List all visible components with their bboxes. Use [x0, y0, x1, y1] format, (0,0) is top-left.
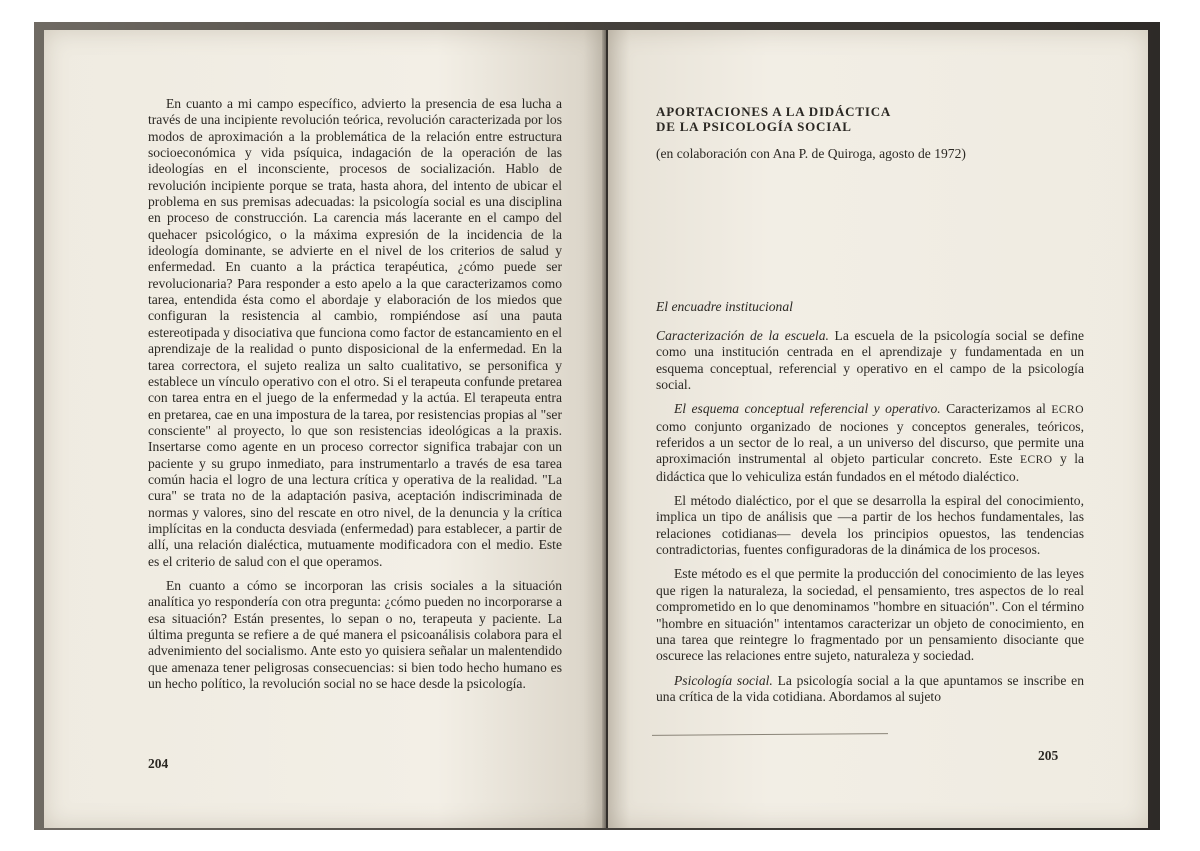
paragraph-text: como conjunto organizado de nociones y conceptos generales, teóricos, referidos a un sector de lo real, a un universo del discurso, que permite una aproximación instrumental al objeto particular concreto. Este [656, 418, 1084, 467]
paragraph-text: La psicología social a la que apuntamos se inscribe en una crítica de la vida cotidiana. Abordamos al sujeto [656, 672, 1084, 704]
paragraph: En cuanto a mi campo específico, advierto la presencia de esa lucha a través de una incipiente revolución teórica, revolución caracterizada por los modos de aproximación a la problemática de la relación entre estructura socioeconómica y vida psíquica, indagación de la operación de las ideologías en el inconsciente, procesos de socialización. Hablo de revolución incipiente porque se trata, hasta ahora, del intento de ubicar el problema en sus premisas adecuadas: la psicología social es una disciplina en proceso de construcción. La carencia más lacerante en el campo del quehacer psicológico, o la máxima expresión de la incidencia de la ideología dominante, se advierte en el nivel de los criterios de salud y enfermedad. En cuanto a la práctica terapéutica, ¿cómo puede ser revolucionaria? Para responder a esto apelo a la que caracterizamos como tarea, entendida ésta como el abordaje y elaboración de los miedos que configuran la resistencia al cambio, rompiéndose así una pauta estereotipada y disociativa que funciona como factor de estancamiento en el aprendizaje de la realidad o punto disposicional de la enfermedad. En la tarea correctora, el sujeto realiza un salto cualitativo, se personifica y establece un vínculo operativo con el otro. Si el terapeuta confunde pretarea con tarea entra en el juego de la enfermedad y la actúa. El terapeuta entra en pretarea, cae en una impostura de la tarea, por resistencias propias al "ser consciente" al proyecto, lo que son resistencias ideológicas a la praxis. Insertarse como agente en un proceso corrector significa trabajar con un paciente y su grupo inmediato, para instrumentarlo a través de esa tarea común hacia el logro de una lectura crítica y operativa de la realidad. "La cura" se trata no de la adaptación pasiva, aceptación indiscriminada de normas y valores, sino del rescate en otro nivel, de la denuncia y la crítica implícitas en la conducta desviada (enfermedad) para establecer, a partir de allí, una relación dialéctica, mutuamente modificadora con el medio. Este es el criterio de salud con el que operamos. [148, 96, 562, 569]
paragraph: Este método es el que permite la producción del conocimiento de las leyes que rigen la naturaleza, la sociedad, el pensamiento, tres aspectos de lo real comprometido en lo que denominamos "hombre en situación". Con el término "hombre en situación" intentamos caracterizar un objeto de conocimiento, en una tarea que reintegre lo fragmentado por un pensamiento disociante que oscurece las relaciones entre sujeto, naturaleza y sociedad. [656, 566, 1084, 664]
paragraph [656, 673, 1084, 706]
paragraph: En cuanto a cómo se incorporan las crisis sociales a la situación analítica yo respondería con otra pregunta: ¿cómo pueden no incorporarse a esa situación? Están presentes, lo sepan o no, terapeuta y paciente. La última pregunta se refiere a de qué manera el psicoanálisis colabora para el advenimiento del socialismo. Ante esto yo quisiera señalar un malentendido que amenaza tener peligrosas consecuencias: si bien todo hecho humano es un hecho político, la revolución social no se hace desde la psicología. [148, 577, 562, 692]
collaboration-note: (en colaboración con Ana P. de Quiroga, agosto de 1972) [656, 146, 966, 161]
acronym: ECRO [1051, 404, 1084, 417]
page-number: 204 [148, 756, 169, 771]
paragraph [656, 401, 1084, 485]
section-heading: El encuadre institucional [656, 299, 793, 314]
paragraph-text: Caracterizamos al [940, 401, 1052, 417]
left-page [44, 30, 606, 828]
paragraph-text: y la didáctica que lo vehiculiza están fundados en el método dialéctico. [656, 451, 1085, 484]
run-in-heading: Psicología social. [674, 672, 773, 688]
open-book-spread [44, 30, 1148, 828]
paragraph-text: La escuela de la psicología social se define como una institución centrada en el aprendizaje y fundamentada en un esquema conceptual, referencial y operativo en el campo de la psicología social. [656, 328, 1084, 393]
pencil-underline [652, 733, 888, 736]
paragraph [656, 328, 1084, 393]
run-in-heading: Caracterización de la escuela. [656, 328, 829, 343]
run-in-heading: El esquema conceptual referencial y operativo. [674, 401, 941, 417]
left-page-text [148, 96, 562, 692]
right-page-text [656, 328, 1084, 705]
acronym: ECRO [1019, 454, 1053, 467]
chapter-title-line: APORTACIONES A LA DIDÁCTICA [656, 104, 892, 119]
paragraph: El método dialéctico, por el que se desarrolla la espiral del conocimiento, implica un tipo de análisis que —a partir de los hechos fundamentales, las relaciones cotidianas— devela los principios opuestos, las tendencias contradictorias, fuentes configuradoras de la dinámica de los procesos. [656, 493, 1084, 558]
right-page [608, 30, 1148, 828]
chapter-title [656, 104, 1076, 134]
chapter-title-line: DE LA PSICOLOGÍA SOCIAL [656, 119, 852, 134]
page-number: 205 [1038, 748, 1059, 763]
